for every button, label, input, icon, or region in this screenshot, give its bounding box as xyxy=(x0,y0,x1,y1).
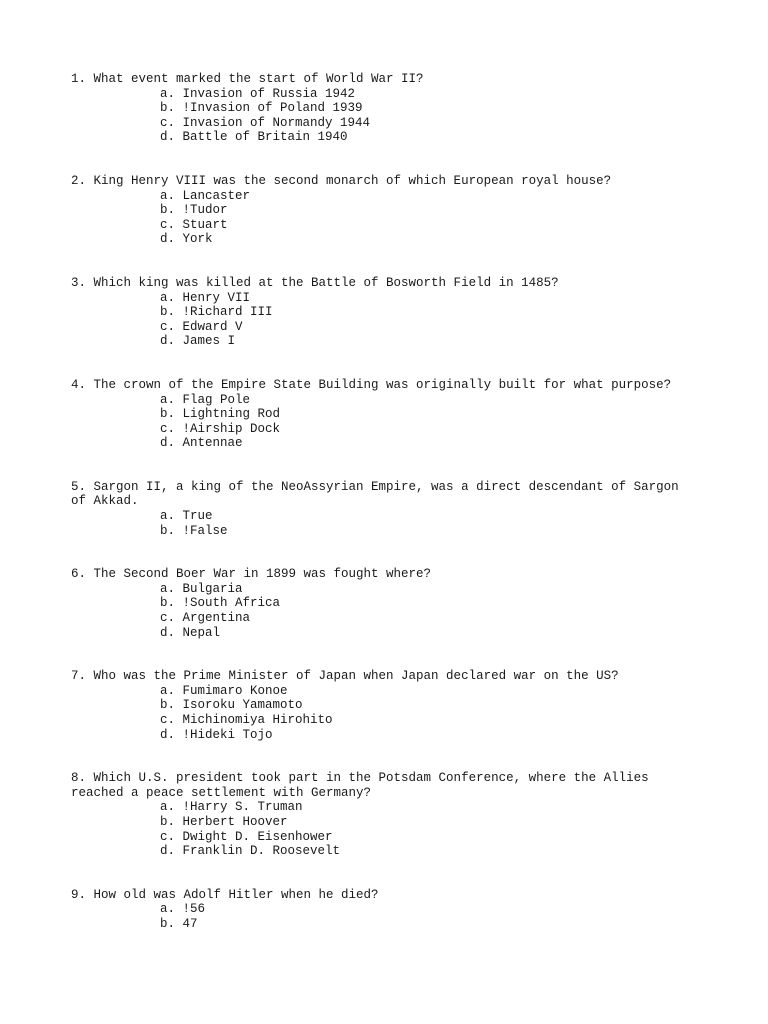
answer-option: d. Franklin D. Roosevelt xyxy=(160,844,341,859)
answer-option: c. Michinomiya Hirohito xyxy=(160,713,333,727)
question-item xyxy=(71,888,701,932)
answer-options xyxy=(71,684,701,742)
answer-option: c. !Airship Dock xyxy=(160,421,281,436)
answer-option: b. Lightning Rod xyxy=(160,407,281,422)
question-item xyxy=(71,378,701,451)
answer-option: d. Battle of Britain 1940 xyxy=(160,130,348,145)
question-text: 5. Sargon II, a king of the NeoAssyrian Empire, was a direct descendant of Sargon of Akkad. xyxy=(71,479,679,509)
answer-options xyxy=(71,582,701,640)
question-item xyxy=(71,669,701,742)
answer-option: a. Fumimaro Konoe xyxy=(160,683,288,698)
question-item xyxy=(71,567,701,640)
answer-option: a. Invasion of Russia 1942 xyxy=(160,86,356,101)
question-text: 2. King Henry VIII was the second monarch of which European royal house? xyxy=(71,173,612,188)
question-item xyxy=(71,174,701,247)
answer-option: a. Bulgaria xyxy=(160,581,243,596)
answer-option: b. Isoroku Yamamoto xyxy=(160,698,303,713)
answer-option: b. !Invasion of Poland 1939 xyxy=(160,101,363,116)
answer-option: a. Lancaster xyxy=(160,188,251,203)
answer-option: c. Dwight D. Eisenhower xyxy=(160,829,333,844)
answer-option: a. !Harry S. Truman xyxy=(160,800,303,815)
question-text: 9. How old was Adolf Hitler when he died? xyxy=(71,887,379,902)
answer-option: b. !South Africa xyxy=(160,596,281,611)
answer-option: c. Stuart xyxy=(160,217,228,232)
answer-option: b. 47 xyxy=(160,916,198,931)
answer-option: d. Antennae xyxy=(160,436,243,451)
answer-options xyxy=(71,800,701,858)
answer-option: b. Herbert Hoover xyxy=(160,814,288,829)
answer-option: b. !Richard III xyxy=(160,305,273,320)
answer-option: d. James I xyxy=(160,334,236,349)
answer-options xyxy=(71,509,701,538)
answer-options xyxy=(71,393,701,451)
question-item xyxy=(71,72,701,145)
answer-option: b. !False xyxy=(160,523,228,538)
question-text: 1. What event marked the start of World War II? xyxy=(71,72,424,86)
question-item xyxy=(71,276,701,349)
answer-option: d. !Hideki Tojo xyxy=(160,727,273,742)
question-list xyxy=(71,72,701,961)
answer-options xyxy=(71,291,701,349)
answer-option: a. Henry VII xyxy=(160,290,251,305)
answer-option: a. Flag Pole xyxy=(160,392,251,407)
answer-option: b. !Tudor xyxy=(160,203,228,218)
question-text: 6. The Second Boer War in 1899 was fought where? xyxy=(71,567,432,582)
answer-option: c. Edward V xyxy=(160,319,243,334)
answer-options xyxy=(71,87,701,145)
question-text: 7. Who was the Prime Minister of Japan when Japan declared war on the US? xyxy=(71,669,619,684)
question-text: 3. Which king was killed at the Battle of Bosworth Field in 1485? xyxy=(71,275,559,290)
answer-option: c. Invasion of Normandy 1944 xyxy=(160,115,371,130)
question-text: 8. Which U.S. president took part in the Potsdam Conference, where the Allies reached a peace settlement with Germany? xyxy=(71,771,649,800)
answer-option: d. York xyxy=(160,232,213,247)
question-item xyxy=(71,480,701,538)
answer-option: d. Nepal xyxy=(160,625,221,640)
answer-option: c. Argentina xyxy=(160,611,251,626)
answer-options xyxy=(71,189,701,247)
answer-option: a. !56 xyxy=(160,902,206,917)
question-text: 4. The crown of the Empire State Building was originally built for what purpose? xyxy=(71,377,672,392)
answer-option: a. True xyxy=(160,509,213,524)
question-item xyxy=(71,771,701,859)
answer-options xyxy=(71,902,701,931)
